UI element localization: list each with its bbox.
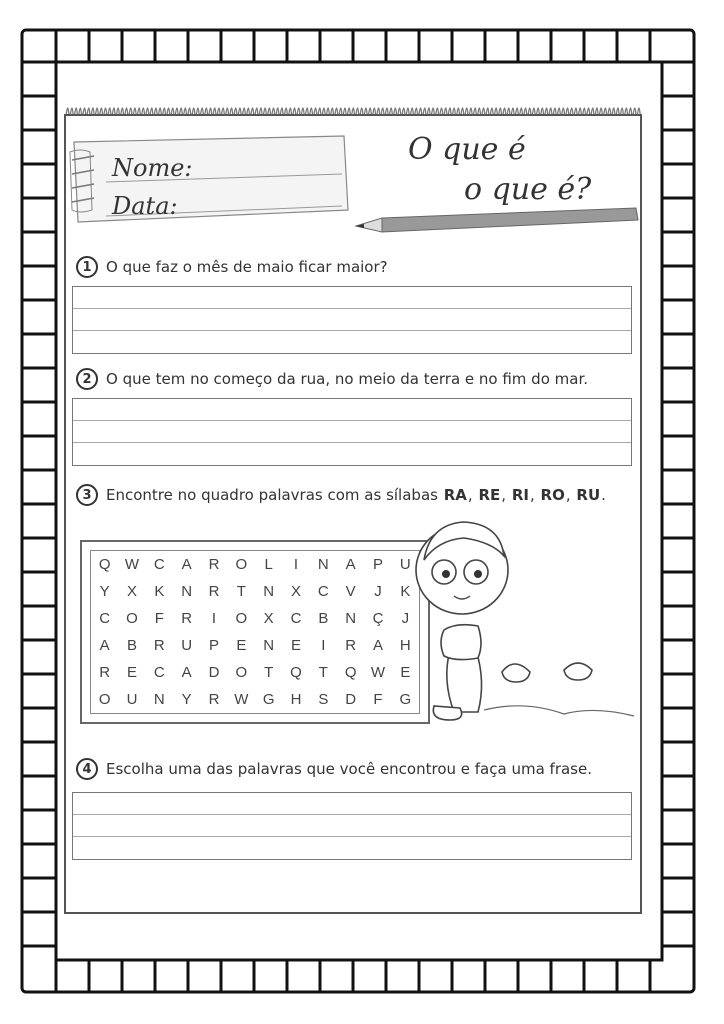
word-search-letter[interactable]: K — [400, 583, 411, 600]
word-search-letter[interactable]: E — [400, 664, 411, 681]
word-search-letter[interactable]: O — [98, 691, 111, 708]
word-search-letter[interactable]: W — [370, 664, 386, 681]
word-search-letter[interactable]: E — [290, 637, 301, 654]
word-search-letter[interactable]: I — [321, 637, 326, 654]
word-search-letter[interactable]: A — [181, 556, 192, 573]
word-search-letter[interactable]: R — [181, 610, 193, 627]
word-search-letter[interactable]: P — [208, 637, 219, 654]
word-search-letter[interactable]: P — [372, 556, 383, 573]
word-search-letter[interactable]: X — [263, 610, 274, 627]
word-search-letter[interactable]: T — [318, 664, 328, 681]
word-search-letter[interactable]: C — [153, 664, 165, 681]
word-search-letter[interactable]: C — [317, 583, 329, 600]
word-search-grid — [90, 550, 420, 714]
answer-lines-4[interactable] — [72, 792, 632, 860]
word-search-letter[interactable]: C — [99, 610, 111, 627]
word-search-letter[interactable]: R — [208, 691, 220, 708]
syllable-ra: RA — [443, 486, 467, 504]
word-search-letter[interactable]: B — [126, 637, 137, 654]
word-search-letter[interactable]: L — [264, 556, 273, 573]
question-number: 3 — [76, 484, 98, 506]
word-search-letter[interactable]: R — [345, 637, 357, 654]
word-search-letter[interactable]: T — [236, 583, 246, 600]
word-search-letter[interactable]: R — [208, 556, 220, 573]
word-search-letter[interactable]: U — [126, 691, 138, 708]
word-search-letter[interactable]: U — [399, 556, 411, 573]
word-search-letter[interactable]: N — [263, 583, 275, 600]
word-search-letter[interactable]: Q — [344, 664, 357, 681]
question-2 — [76, 368, 588, 390]
question-text: O que tem no começo da rua, no meio da terra e no fim do mar. — [106, 370, 589, 388]
question-number: 1 — [76, 256, 98, 278]
word-search-letter[interactable]: Y — [181, 691, 192, 708]
word-search-letter[interactable]: J — [374, 583, 382, 600]
word-search-letter[interactable]: F — [154, 610, 164, 627]
question-text: Encontre no quadro palavras com as sílabas — [106, 486, 438, 504]
word-search-letter[interactable]: O — [126, 610, 138, 627]
syllable-ro: RO — [540, 486, 565, 504]
word-search-letter[interactable]: C — [153, 556, 165, 573]
word-search-letter[interactable]: D — [345, 691, 357, 708]
word-search-letter[interactable]: O — [235, 664, 248, 681]
separator: , — [501, 486, 507, 504]
syllable-ri: RI — [511, 486, 529, 504]
word-search-letter[interactable]: W — [234, 691, 249, 708]
word-search-letter[interactable]: B — [318, 610, 329, 627]
question-text: Escolha uma das palavras que você encontrou e faça uma frase. — [106, 760, 592, 778]
word-search-letter[interactable]: V — [345, 583, 356, 600]
word-search-letter[interactable]: J — [401, 610, 410, 627]
word-search-letter[interactable]: R — [153, 637, 165, 654]
word-search-letter[interactable]: O — [235, 610, 248, 627]
word-search-letter[interactable]: Q — [98, 556, 111, 573]
word-search-letter[interactable]: S — [318, 691, 329, 708]
name-label: Nome: — [112, 154, 193, 182]
separator: , — [529, 486, 535, 504]
word-search-letter[interactable]: C — [290, 610, 302, 627]
page-title-line2: o que é? — [464, 172, 592, 207]
word-search-letter[interactable]: N — [345, 610, 357, 627]
word-search-letter[interactable]: A — [372, 637, 383, 654]
syllable-ru: RU — [576, 486, 601, 504]
separator: , — [467, 486, 473, 504]
pencil-icon — [352, 206, 642, 236]
separator: , — [565, 486, 571, 504]
word-search-letter[interactable]: I — [293, 556, 299, 573]
word-search-letter[interactable]: X — [290, 583, 301, 600]
question-number: 4 — [76, 758, 98, 780]
word-search-letter[interactable]: R — [208, 583, 220, 600]
word-search-letter[interactable]: N — [317, 556, 329, 573]
word-search-letter[interactable]: E — [126, 664, 137, 681]
word-search-board — [80, 540, 430, 724]
word-search-letter[interactable]: H — [399, 637, 411, 654]
word-search-letter[interactable]: N — [263, 637, 275, 654]
syllable-re: RE — [478, 486, 501, 504]
word-search-letter[interactable]: I — [211, 610, 217, 627]
word-search-letter[interactable]: D — [208, 664, 220, 681]
word-search-letter[interactable]: O — [235, 556, 248, 573]
word-search-letter[interactable]: G — [399, 691, 412, 708]
word-search-letter[interactable]: Ç — [372, 610, 384, 627]
word-search-letter[interactable]: G — [262, 691, 275, 708]
word-search-letter[interactable]: H — [290, 691, 302, 708]
word-search-letter[interactable]: T — [264, 664, 274, 681]
word-search-letter[interactable]: A — [99, 637, 110, 654]
answer-lines-1[interactable] — [72, 286, 632, 354]
question-3 — [76, 484, 606, 506]
word-search-letter[interactable]: W — [124, 556, 140, 573]
word-search-letter[interactable]: R — [99, 664, 111, 681]
question-1 — [76, 256, 388, 278]
word-search-letter[interactable]: E — [236, 637, 247, 654]
word-search-letter[interactable]: N — [153, 691, 165, 708]
name-date-card — [66, 130, 356, 228]
answer-lines-2[interactable] — [72, 398, 632, 466]
question-number: 2 — [76, 368, 98, 390]
word-search-letter[interactable]: U — [181, 637, 193, 654]
boy-illustration — [414, 520, 644, 740]
word-search-letter[interactable]: X — [126, 583, 137, 600]
question-4 — [76, 758, 592, 780]
question-text: O que faz o mês de maio ficar maior? — [106, 258, 388, 276]
word-search-letter[interactable]: N — [181, 583, 193, 600]
date-label: Data: — [112, 192, 178, 220]
word-search-letter[interactable]: K — [154, 583, 165, 600]
word-search-letter[interactable]: A — [181, 664, 192, 681]
word-search-letter[interactable]: Y — [99, 583, 110, 600]
page-title-line1: O que é — [408, 132, 526, 167]
word-search-letter[interactable]: F — [373, 691, 383, 708]
word-search-letter[interactable]: Q — [290, 664, 302, 681]
end-punctuation: . — [601, 486, 606, 504]
word-search-letter[interactable]: A — [345, 556, 356, 573]
